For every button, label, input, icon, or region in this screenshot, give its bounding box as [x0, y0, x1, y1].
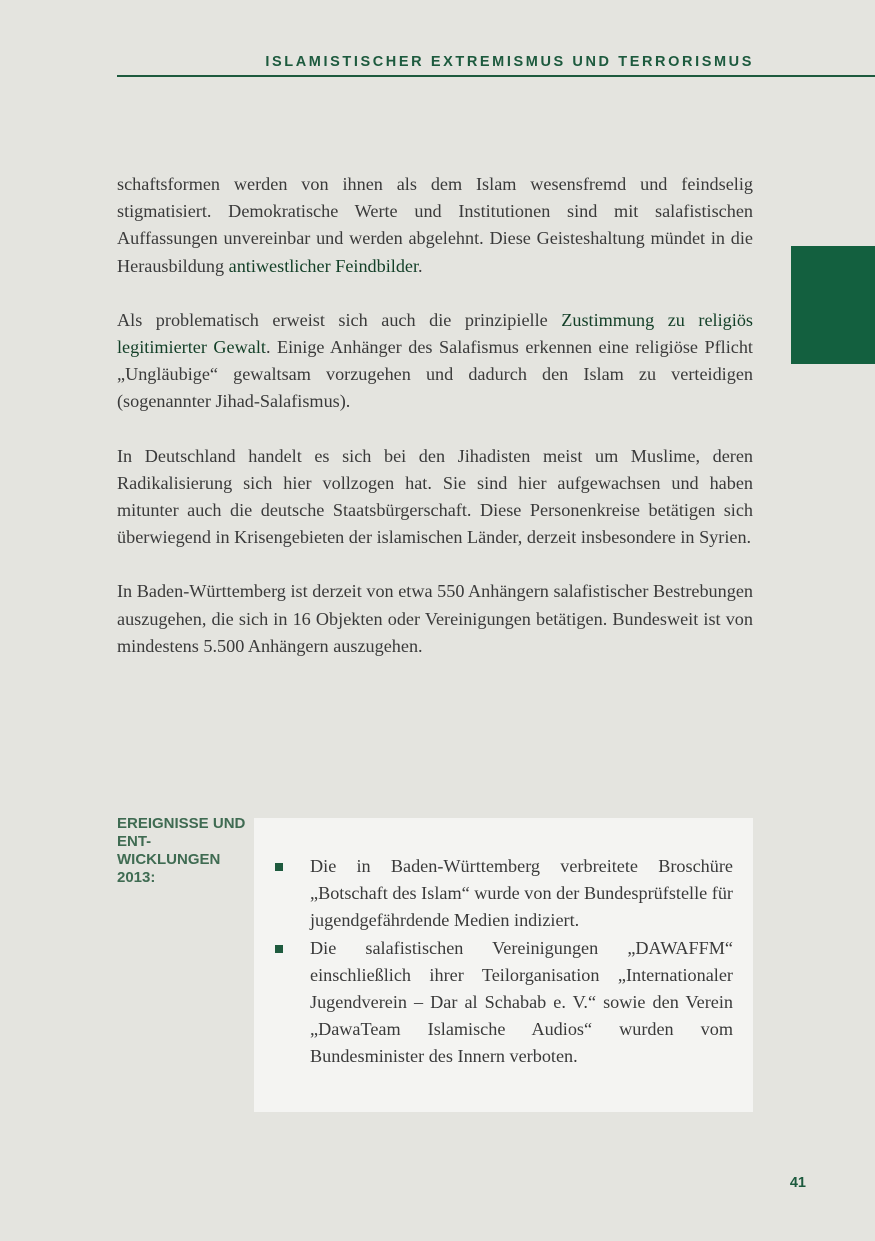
paragraph-4: In Baden-Württemberg ist derzeit von etwa 550 Anhängern salafistischer Bestrebungen auszugehen, die sich in 16 Objekten oder Vereinigungen betätigen. Bundesweit ist von mindestens 5.500 Anhängern auszugehen.	[117, 581, 753, 656]
header-rule	[117, 75, 875, 77]
event-text: Die in Baden-Württemberg verbreitete Broschüre „Botschaft des Islam“ wurde von der Bundesprüfstelle für jugendgefährdende Medien indiziert.	[310, 856, 733, 931]
page-number: 41	[789, 1175, 806, 1191]
paragraph-2-text: Als problematisch erweist sich auch die prinzipielle	[117, 309, 562, 330]
square-bullet-icon	[275, 945, 283, 953]
paragraph-3: In Deutschland handelt es sich bei den Jihadisten meist um Muslime, deren Radikalisierung sich hier vollzogen hat. Sie sind hier aufgewachsen und haben mitunter auch die deutsche Staatsbürgerschaft. Diese Personenkreise betätigen sich überwiegend in Krisengebieten der islamischen Länder, derzeit insbesondere in Syrien.	[117, 445, 753, 548]
highlight-gewalt: Zustimmung zu religiös legitimierter Gewalt	[117, 309, 753, 358]
paragraph-2-end: . Einige Anhänger des Salafismus erkennen eine religiöse Pflicht „Ungläubige“ gewaltsam vorzugehen und dadurch den Islam zu verteidigen (sogenannter Jihad-Salafismus).	[117, 337, 753, 412]
chapter-side-tab	[791, 246, 875, 364]
events-box	[254, 818, 753, 1112]
paragraph-1-end: .	[418, 255, 423, 276]
highlight-feindbilder: antiwestlicher Feindbilder	[228, 255, 419, 276]
events-list-item	[310, 853, 733, 935]
paragraph-1-text: schaftsformen werden von ihnen als dem Islam wesensfremd und feindselig stigmatisiert. Demokratische Werte und Institutionen sind mit salafistischen Auffassungen unvereinbar und werden abgelehnt. Diese Geisteshaltung mündet in die Herausbildung	[117, 174, 753, 276]
square-bullet-icon	[275, 863, 283, 871]
body-text	[117, 171, 753, 687]
running-header-title: ISLAMISTISCHER EXTREMISMUS UND TERRORISMUS	[265, 54, 754, 70]
events-section-label: EREIGNISSE UND ENT- WICKLUNGEN 2013:	[117, 815, 246, 886]
paragraph-2	[117, 307, 753, 416]
events-list	[254, 818, 753, 1071]
events-list-item	[310, 935, 733, 1071]
event-text: Die salafistischen Vereinigungen „DAWAFFM“ einschließlich ihrer Teilorganisation „Internationaler Jugendverein – Dar al Schabab e. V.“ sowie den Verein „DawaTeam Islamische Audios“ wurden vom Bundesminister des Innern verboten.	[310, 937, 733, 1067]
paragraph-1	[117, 171, 753, 280]
